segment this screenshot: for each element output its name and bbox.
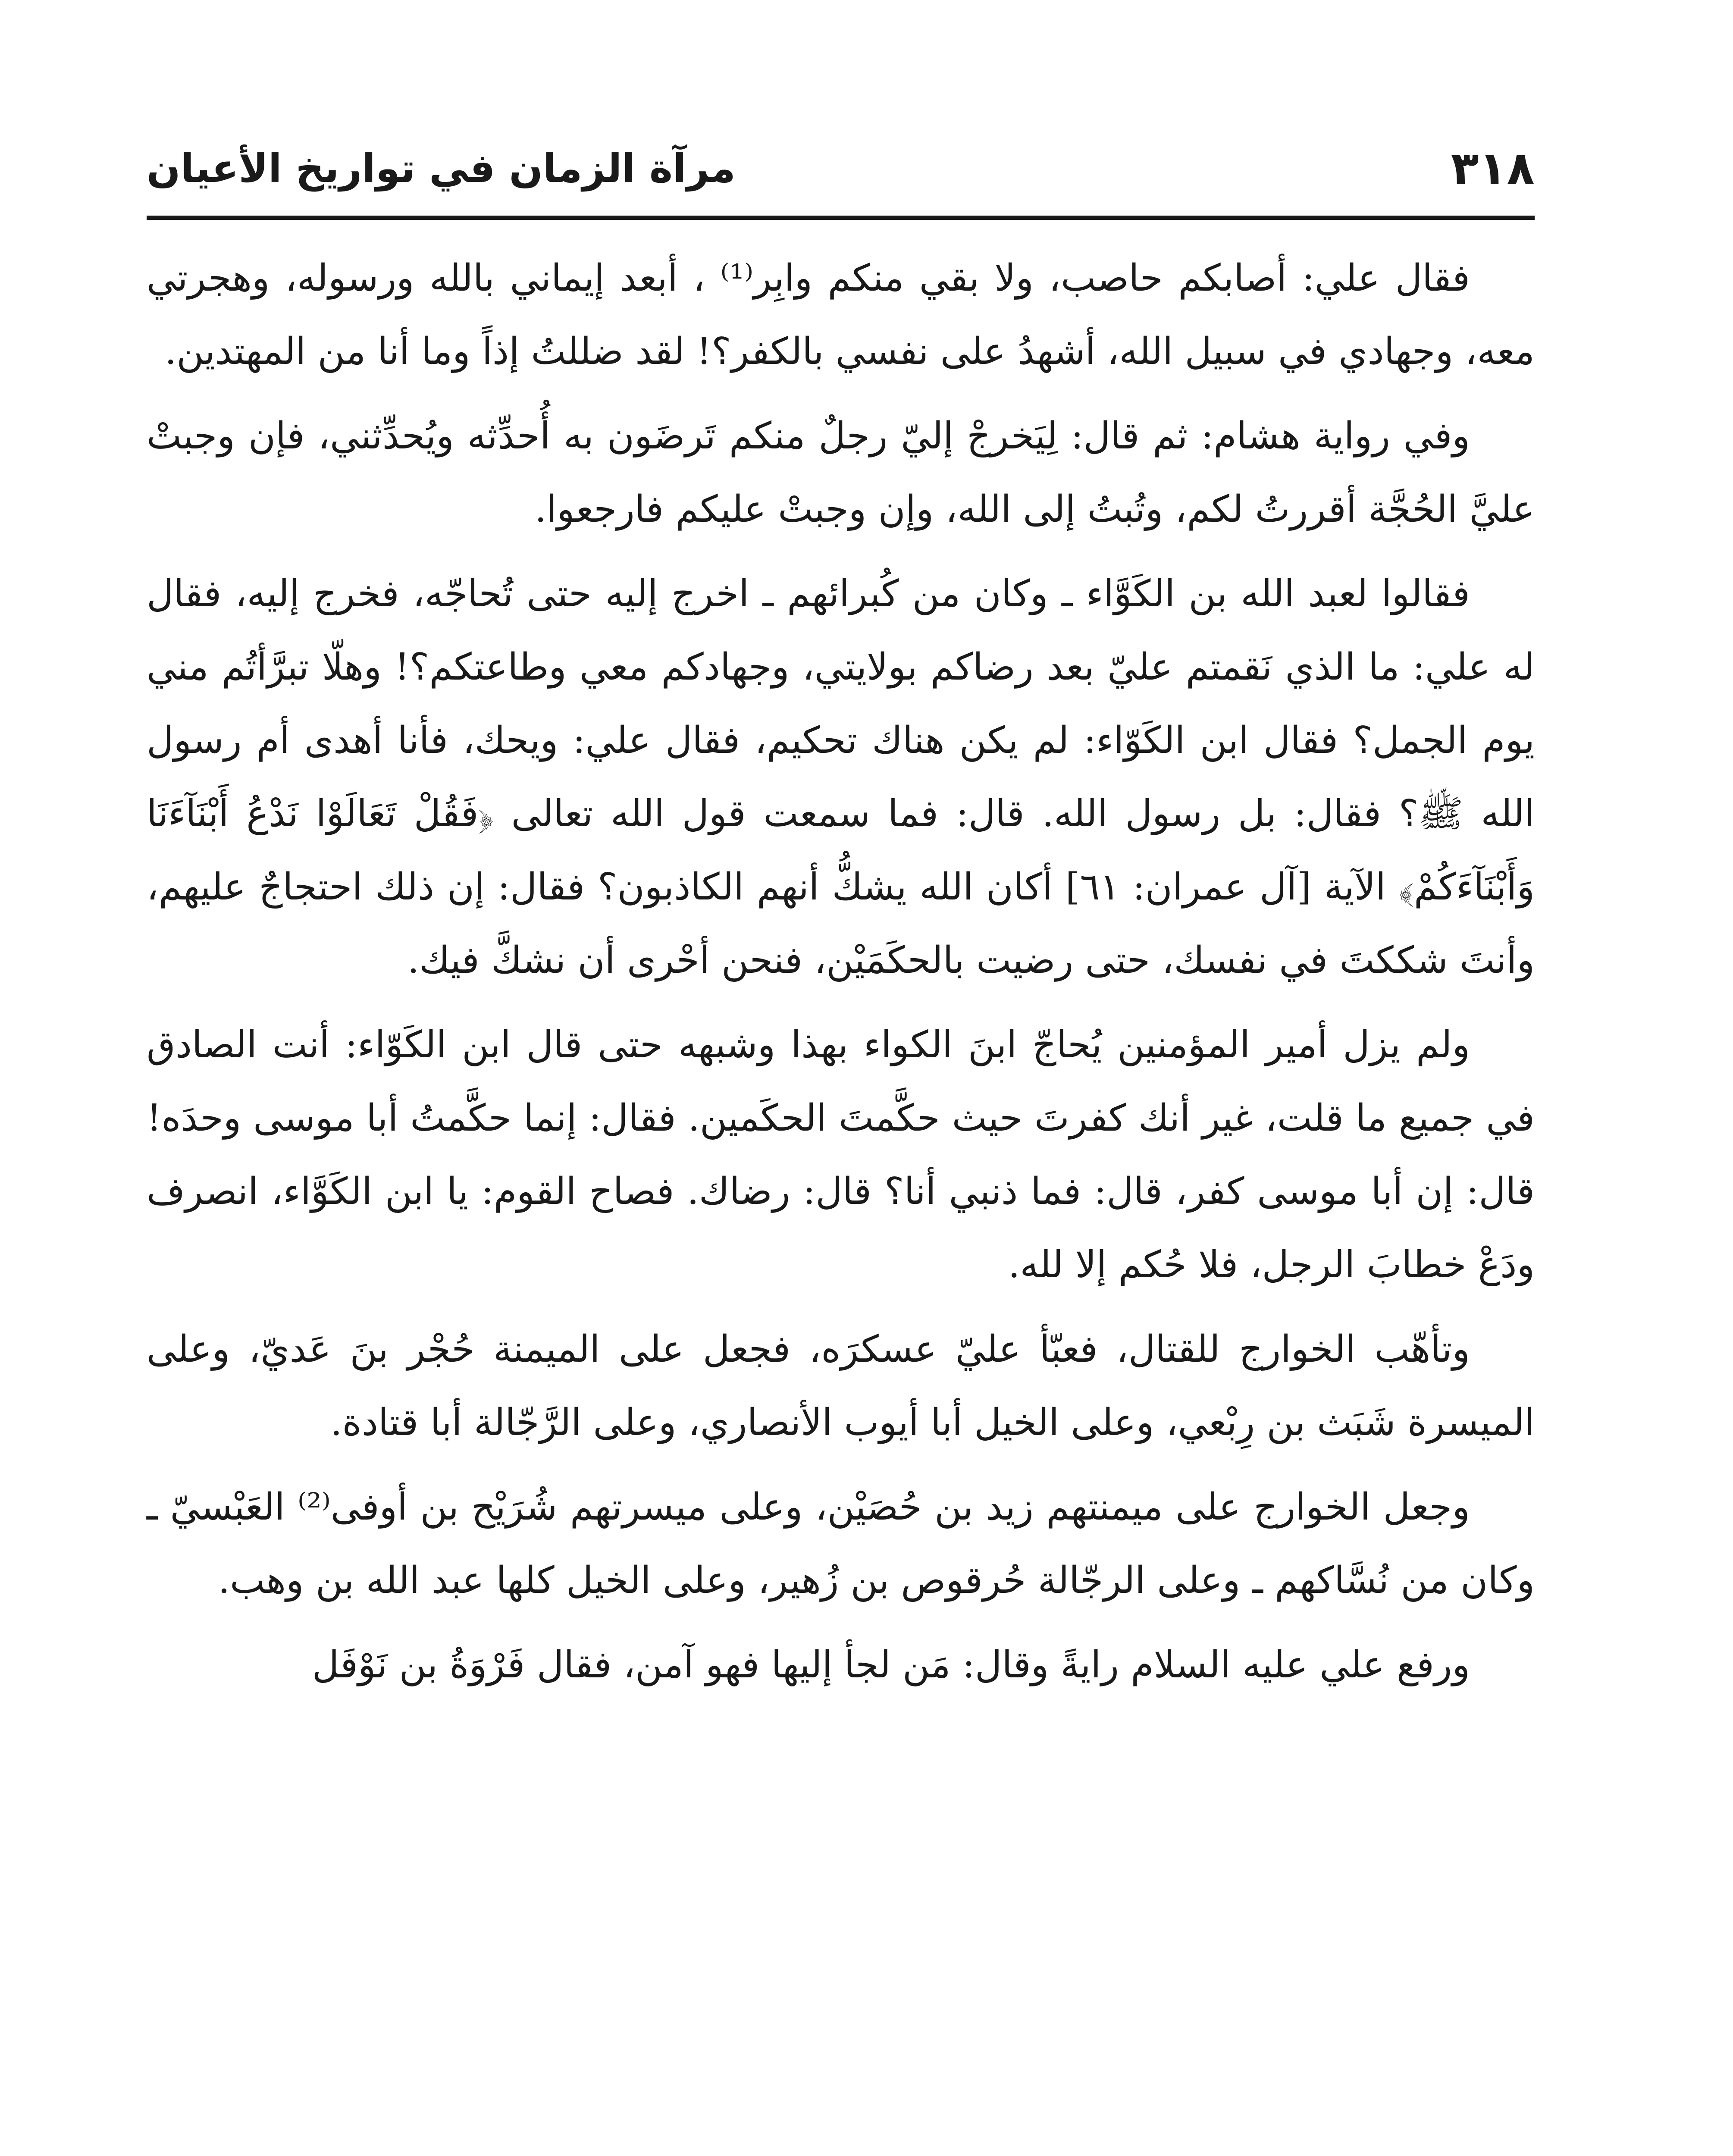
main-text bbox=[147, 241, 1535, 1702]
page-number: ٣١٨ bbox=[1451, 141, 1535, 195]
paragraph: ولم يزل أمير المؤمنين يُحاجّ ابنَ الكواء بهذا وشبهه حتى قال ابن الكَوّاء: أنت الصادق في جميع ما قلت، غير أنك كفرتَ حيث حكَّمتَ الحكَمين. فقال: إنما حكَّمتُ أبا موسى وحدَه! قال: إن أبا موسى كفر، قال: فما ذنبي أنا؟ قال: رضاك. فصاح القوم: يا ابن الكَوَّاء، انصرف ودَعْ خطابَ الرجل، فلا حُكم إلا لله. bbox=[147, 1023, 1535, 1286]
paragraph: فقال علي: أصابكم حاصب، ولا بقي منكم وابِر⁽¹⁾ ، أبعد إيماني بالله ورسوله، وهجرتي معه، وجهادي في سبيل الله، أشهدُ على نفسي بالكفر؟! لقد ضللتُ إذاً وما أنا من المهتدين. bbox=[147, 257, 1535, 373]
running-header bbox=[147, 129, 1535, 207]
paragraph: وتأهّب الخوارج للقتال، فعبّأ عليّ عسكرَه، فجعل على الميمنة حُجْر بنَ عَديّ، وعلى الميسرة شَبَث بن رِبْعي، وعلى الخيل أبا أيوب الأنصاري، وعلى الرَّجّالة أبا قتادة. bbox=[147, 1328, 1535, 1444]
paragraph: ورفع علي عليه السلام رايةً وقال: مَن لجأ إليها فهو آمن، فقال فَرْوَةُ بن نَوْفَل bbox=[312, 1643, 1470, 1686]
paragraph: وجعل الخوارج على ميمنتهم زيد بن حُصَيْن، وعلى ميسرتهم شُرَيْح بن أوفى⁽²⁾ العَبْسيّ ـ وكان من نُسَّاكهم ـ وعلى الرجّالة حُرقوص بن زُهير، وعلى الخيل كلها عبد الله بن وهب. bbox=[147, 1485, 1535, 1602]
header-rule bbox=[147, 216, 1535, 220]
paragraph: فقالوا لعبد الله بن الكَوَّاء ـ وكان من كُبرائهم ـ اخرج إليه حتى تُحاجّه، فخرج إليه، فقال له علي: ما الذي نَقمتم عليّ بعد رضاكم بولايتي، وجهادكم معي وطاعتكم؟! وهلّا تبرَّأتُم مني يوم الجمل؟ فقال ابن الكَوّاء: لم يكن هناك تحكيم، فقال علي: ويحك، فأنا أهدى أم رسول الله ﷺ؟ فقال: بل رسول الله. قال: فما سمعت قول الله تعالى ﴿فَقُلْ تَعَالَوْا نَدْعُ أَبْنَآءَنَا وَأَبْنَآءَكُمْ﴾ الآية [آل عمران: ٦١] أكان الله يشكُّ أنهم الكاذبون؟ فقال: إن ذلك احتجاجٌ عليهم، وأنتَ شككتَ في نفسك، حتى رضيت بالحكَمَيْن، فنحن أحْرى أن نشكَّ فيك. bbox=[147, 572, 1535, 982]
paragraph: وفي رواية هشام: ثم قال: لِيَخرجْ إليّ رجلٌ منكم تَرضَون به أُحدِّثه ويُحدِّثني، فإن وجبتْ عليَّ الحُجَّة أقررتُ لكم، وتُبتُ إلى الله، وإن وجبتْ عليكم فارجعوا. bbox=[147, 414, 1535, 531]
book-title: مرآة الزمان في تواريخ الأعيان bbox=[147, 145, 736, 191]
